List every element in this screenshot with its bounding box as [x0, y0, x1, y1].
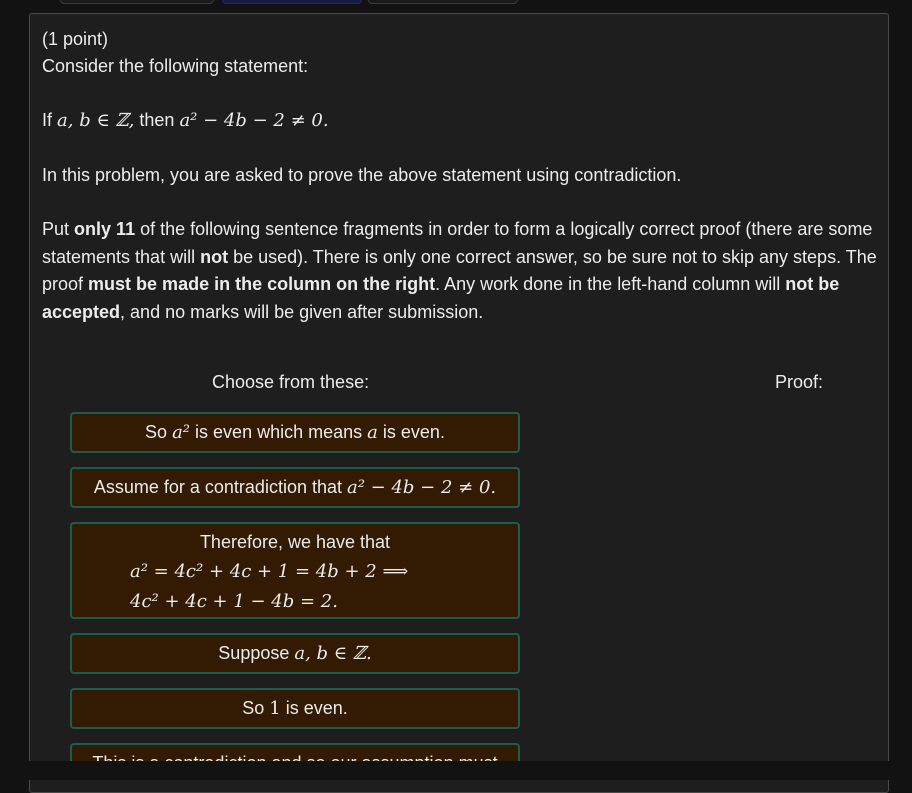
- fragment-math: a²: [172, 422, 191, 443]
- fragment-card[interactable]: [70, 467, 520, 508]
- rules-bold-4: not be accepted: [42, 274, 840, 322]
- nav-tab-1[interactable]: [60, 0, 214, 4]
- fragment-card[interactable]: [70, 633, 520, 674]
- fragment-card[interactable]: [70, 412, 520, 453]
- nav-tab-3[interactable]: [368, 0, 518, 4]
- fragment-text: Assume for a contradiction that: [93, 477, 342, 497]
- fragment-math: 1: [269, 698, 281, 719]
- fragment-text: is even.: [285, 698, 348, 718]
- instruction-text: In this problem, you are asked to prove the above statement using contradiction.: [42, 165, 682, 185]
- fragment-text: So: [145, 422, 168, 442]
- fragment-math: a, b ∈ ℤ.: [294, 643, 372, 664]
- nav-tab-2[interactable]: [222, 0, 362, 4]
- viewport-bottom-edge: [0, 761, 912, 780]
- rules-part-3: be used). There is only one correct answer, so be sure not to skip any steps. The proof: [42, 246, 877, 294]
- statement-then: then: [139, 110, 175, 130]
- rules-bold-1: only 11: [74, 219, 136, 239]
- rules-bold-3: must be made in the column on the right: [88, 274, 436, 294]
- fragment-math: a: [367, 422, 378, 443]
- fragment-card[interactable]: [70, 688, 520, 729]
- rules-part-5: , and no marks will be given after submission.: [120, 301, 484, 322]
- fragment-text: is even which means: [195, 422, 363, 442]
- rules-part-4: . Any work done in the left-hand column will: [435, 274, 781, 294]
- statement-vars: a, b ∈ ℤ,: [57, 110, 135, 131]
- consider-text: Consider the following statement:: [42, 56, 309, 76]
- fragment-text: So: [242, 698, 265, 718]
- proof-column-header: Proof:: [775, 372, 824, 392]
- statement-if: If: [42, 110, 53, 130]
- proof-rules-text: [42, 216, 882, 326]
- fragment-math: a² − 4b − 2 ≠ 0.: [347, 477, 497, 498]
- fragment-text: Suppose: [218, 643, 290, 663]
- rules-bold-2: not: [200, 246, 229, 267]
- top-tabs: [0, 0, 912, 6]
- choose-column-header: Choose from these:: [212, 372, 370, 392]
- statement-expr: a² − 4b − 2 ≠ 0.: [179, 110, 329, 131]
- fragment-text: is even.: [382, 422, 445, 442]
- points-label: (1 point): [42, 29, 109, 49]
- fragment-math: a² = 4c² + 4c + 1 = 4b + 2 ⟹: [130, 561, 409, 582]
- rules-part-1: Put: [42, 219, 70, 239]
- rules-part-2: of the following sentence fragments in order to form a logically correct proof (there are some statements that will: [42, 219, 873, 267]
- fragment-card[interactable]: [70, 522, 520, 619]
- statement: [42, 107, 329, 135]
- fragment-math: 4c² + 4c + 1 − 4b = 2.: [130, 591, 338, 612]
- fragment-text: Therefore, we have that: [199, 532, 391, 552]
